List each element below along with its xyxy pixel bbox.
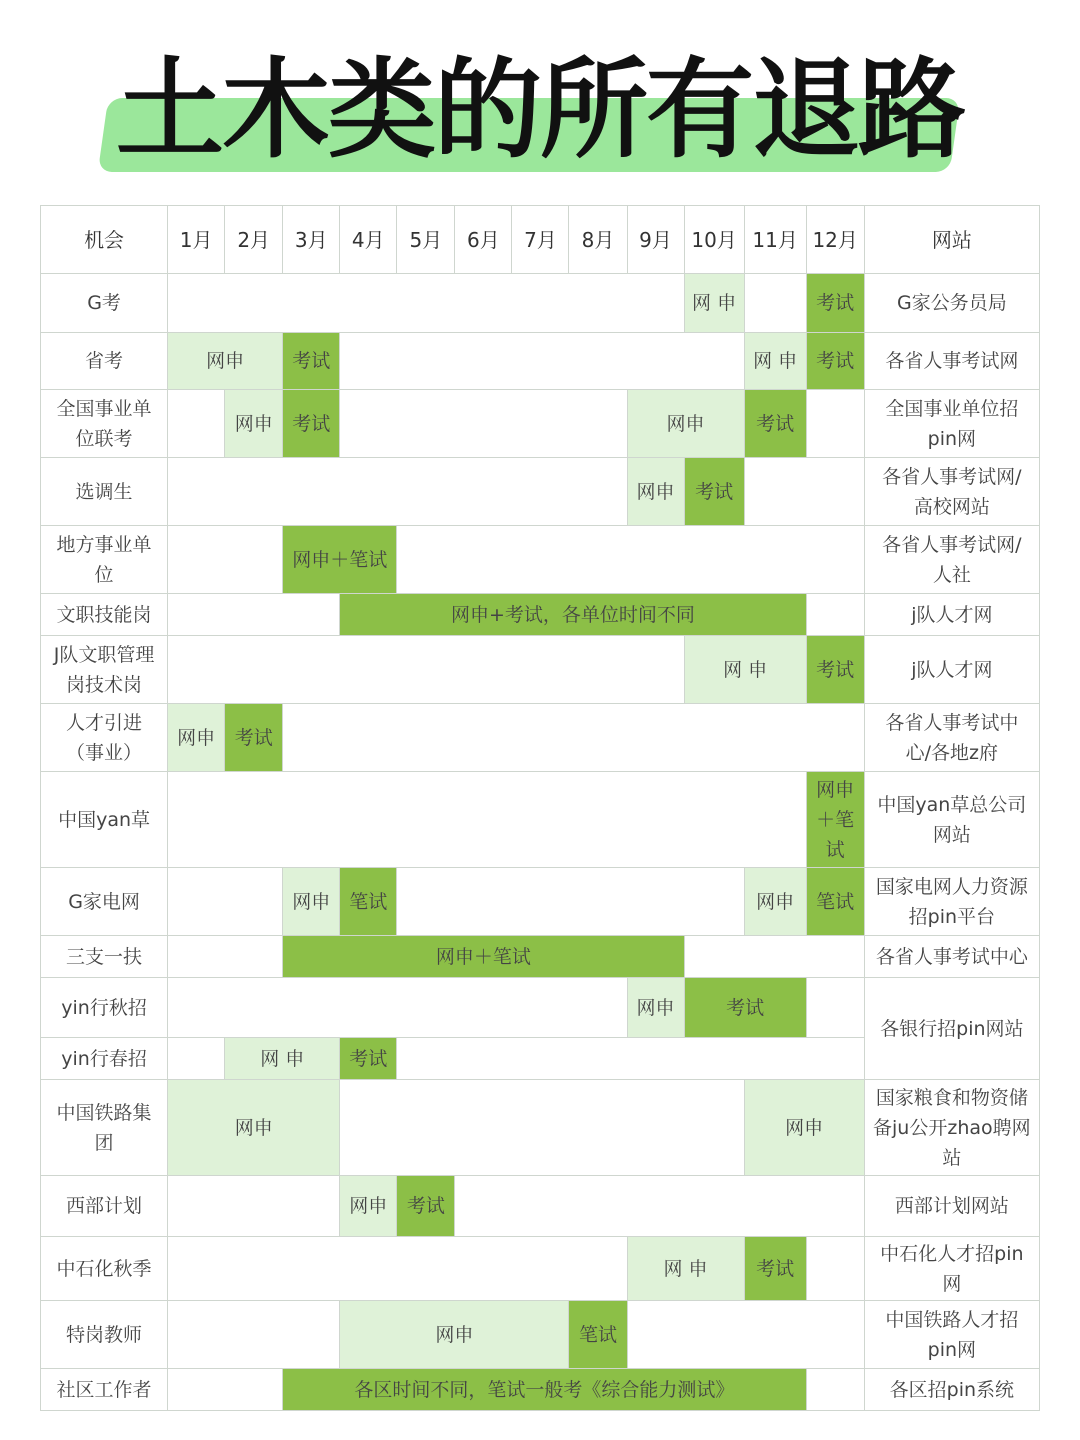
empty-cell — [168, 1176, 340, 1237]
apply-cell: 网申 — [627, 458, 684, 526]
header-month: 6月 — [455, 206, 512, 274]
row-category: yin行春招 — [41, 1038, 168, 1080]
row-category: J队文职管理岗技术岗 — [41, 636, 168, 704]
row-website: 各省人事考试网/人社 — [864, 526, 1039, 594]
exam-cell: 考试 — [806, 636, 864, 704]
empty-cell — [744, 274, 806, 333]
table-row — [41, 594, 1040, 636]
header-website: 网站 — [864, 206, 1039, 274]
row-category: G考 — [41, 274, 168, 333]
row-website: 各省人事考试网 — [864, 333, 1039, 390]
empty-cell — [168, 458, 627, 526]
table-row — [41, 1301, 1040, 1369]
header-month: 11月 — [744, 206, 806, 274]
exam-cell: 笔试 — [569, 1301, 627, 1369]
table-row — [41, 1237, 1040, 1301]
empty-cell — [397, 526, 864, 594]
empty-cell — [340, 1080, 744, 1176]
empty-cell — [283, 704, 864, 772]
empty-cell — [340, 390, 627, 458]
row-website: 中石化人才招pin网 — [864, 1237, 1039, 1301]
empty-cell — [168, 526, 283, 594]
header-month: 1月 — [168, 206, 225, 274]
header-row — [41, 206, 1040, 274]
table-row — [41, 978, 1040, 1038]
apply-cell: 网申 — [340, 1176, 397, 1237]
exam-cell: 考试 — [397, 1176, 455, 1237]
row-category: 中国铁路集团 — [41, 1080, 168, 1176]
schedule-table — [40, 205, 1040, 1411]
row-category: 三支一扶 — [41, 936, 168, 978]
row-category: yin行秋招 — [41, 978, 168, 1038]
header-month: 5月 — [397, 206, 455, 274]
header-category: 机会 — [41, 206, 168, 274]
table-row — [41, 390, 1040, 458]
table-row — [41, 526, 1040, 594]
empty-cell — [397, 868, 744, 936]
header-month: 8月 — [569, 206, 627, 274]
header-month: 9月 — [627, 206, 684, 274]
title-banner — [0, 0, 1080, 200]
row-website: 各区招pin系统 — [864, 1369, 1039, 1411]
apply-cell: 网申 — [168, 704, 225, 772]
row-website: 各银行招pin网站 — [864, 978, 1039, 1080]
table-row — [41, 274, 1040, 333]
exam-cell: 考试 — [744, 1237, 806, 1301]
exam-cell: 考试 — [283, 333, 340, 390]
header-month: 3月 — [283, 206, 340, 274]
exam-cell: 考试 — [806, 274, 864, 333]
apply-exam-cell: 网申+考试，各单位时间不同 — [340, 594, 806, 636]
row-category: 社区工作者 — [41, 1369, 168, 1411]
table-row — [41, 772, 1040, 868]
row-category: 西部计划 — [41, 1176, 168, 1237]
row-category: 特岗教师 — [41, 1301, 168, 1369]
apply-cell: 网 申 — [627, 1237, 744, 1301]
row-category: G家电网 — [41, 868, 168, 936]
header-month: 4月 — [340, 206, 397, 274]
empty-cell — [168, 1237, 627, 1301]
table-row — [41, 868, 1040, 936]
row-category: 地方事业单位 — [41, 526, 168, 594]
empty-cell — [168, 1038, 225, 1080]
empty-cell — [684, 936, 864, 978]
empty-cell — [168, 274, 684, 333]
row-website: 西部计划网站 — [864, 1176, 1039, 1237]
empty-cell — [744, 458, 864, 526]
empty-cell — [397, 1038, 864, 1080]
page-title: 土木类的所有退路 — [115, 48, 964, 173]
empty-cell — [168, 636, 684, 704]
empty-cell — [168, 978, 627, 1038]
row-category: 人才引进（事业） — [41, 704, 168, 772]
table-row — [41, 636, 1040, 704]
apply-cell: 网 申 — [684, 274, 744, 333]
row-website: G家公务员局 — [864, 274, 1039, 333]
empty-cell — [806, 594, 864, 636]
empty-cell — [806, 978, 864, 1038]
header-month: 12月 — [806, 206, 864, 274]
empty-cell — [340, 333, 744, 390]
exam-cell: 考试 — [744, 390, 806, 458]
apply-cell: 网 申 — [744, 333, 806, 390]
empty-cell — [168, 1369, 283, 1411]
apply-cell: 网申 — [168, 1080, 340, 1176]
apply-exam-cell: 各区时间不同，笔试一般考《综合能力测试》 — [283, 1369, 806, 1411]
exam-cell: 考试 — [684, 978, 806, 1038]
empty-cell — [806, 1237, 864, 1301]
apply-cell: 网申 — [340, 1301, 569, 1369]
exam-cell: 笔试 — [806, 868, 864, 936]
apply-exam-cell: 网申＋笔试 — [283, 936, 684, 978]
exam-cell: 考试 — [340, 1038, 397, 1080]
apply-cell: 网 申 — [225, 1038, 340, 1080]
apply-exam-cell: 网申＋笔试 — [806, 772, 864, 868]
row-website: j队人才网 — [864, 594, 1039, 636]
row-website: 中国铁路人才招pin网 — [864, 1301, 1039, 1369]
header-month: 10月 — [684, 206, 744, 274]
table-row — [41, 1080, 1040, 1176]
exam-cell: 考试 — [684, 458, 744, 526]
empty-cell — [168, 868, 283, 936]
row-category: 省考 — [41, 333, 168, 390]
apply-cell: 网申 — [627, 390, 744, 458]
apply-cell: 网申 — [627, 978, 684, 1038]
apply-cell: 网申 — [744, 868, 806, 936]
empty-cell — [806, 1369, 864, 1411]
row-website: 全国事业单位招pin网 — [864, 390, 1039, 458]
empty-cell — [455, 1176, 864, 1237]
apply-cell: 网 申 — [684, 636, 806, 704]
exam-cell: 考试 — [225, 704, 283, 772]
row-website: 国家粮食和物资储备ju公开zhao聘网站 — [864, 1080, 1039, 1176]
empty-cell — [168, 594, 340, 636]
row-website: 各省人事考试中心 — [864, 936, 1039, 978]
row-category: 中石化秋季 — [41, 1237, 168, 1301]
row-category: 选调生 — [41, 458, 168, 526]
exam-cell: 考试 — [806, 333, 864, 390]
empty-cell — [168, 390, 225, 458]
exam-cell: 考试 — [283, 390, 340, 458]
row-website: 各省人事考试中心/各地z府 — [864, 704, 1039, 772]
row-category: 中国yan草 — [41, 772, 168, 868]
empty-cell — [168, 772, 807, 868]
row-category: 全国事业单位联考 — [41, 390, 168, 458]
apply-exam-cell: 网申＋笔试 — [283, 526, 397, 594]
row-website: 中国yan草总公司网站 — [864, 772, 1039, 868]
header-month: 7月 — [512, 206, 569, 274]
row-website: j队人才网 — [864, 636, 1039, 704]
exam-cell: 笔试 — [340, 868, 397, 936]
row-website: 各省人事考试网/高校网站 — [864, 458, 1039, 526]
table-row — [41, 1369, 1040, 1411]
empty-cell — [806, 390, 864, 458]
apply-cell: 网申 — [225, 390, 283, 458]
empty-cell — [168, 1301, 340, 1369]
header-month: 2月 — [225, 206, 283, 274]
apply-cell: 网申 — [283, 868, 340, 936]
table-row — [41, 704, 1040, 772]
table-row — [41, 936, 1040, 978]
empty-cell — [627, 1301, 864, 1369]
table-row — [41, 458, 1040, 526]
empty-cell — [168, 936, 283, 978]
apply-cell: 网申 — [168, 333, 283, 390]
table-row — [41, 333, 1040, 390]
row-category: 文职技能岗 — [41, 594, 168, 636]
table-row — [41, 1176, 1040, 1237]
row-website: 国家电网人力资源招pin平台 — [864, 868, 1039, 936]
apply-cell: 网申 — [744, 1080, 864, 1176]
